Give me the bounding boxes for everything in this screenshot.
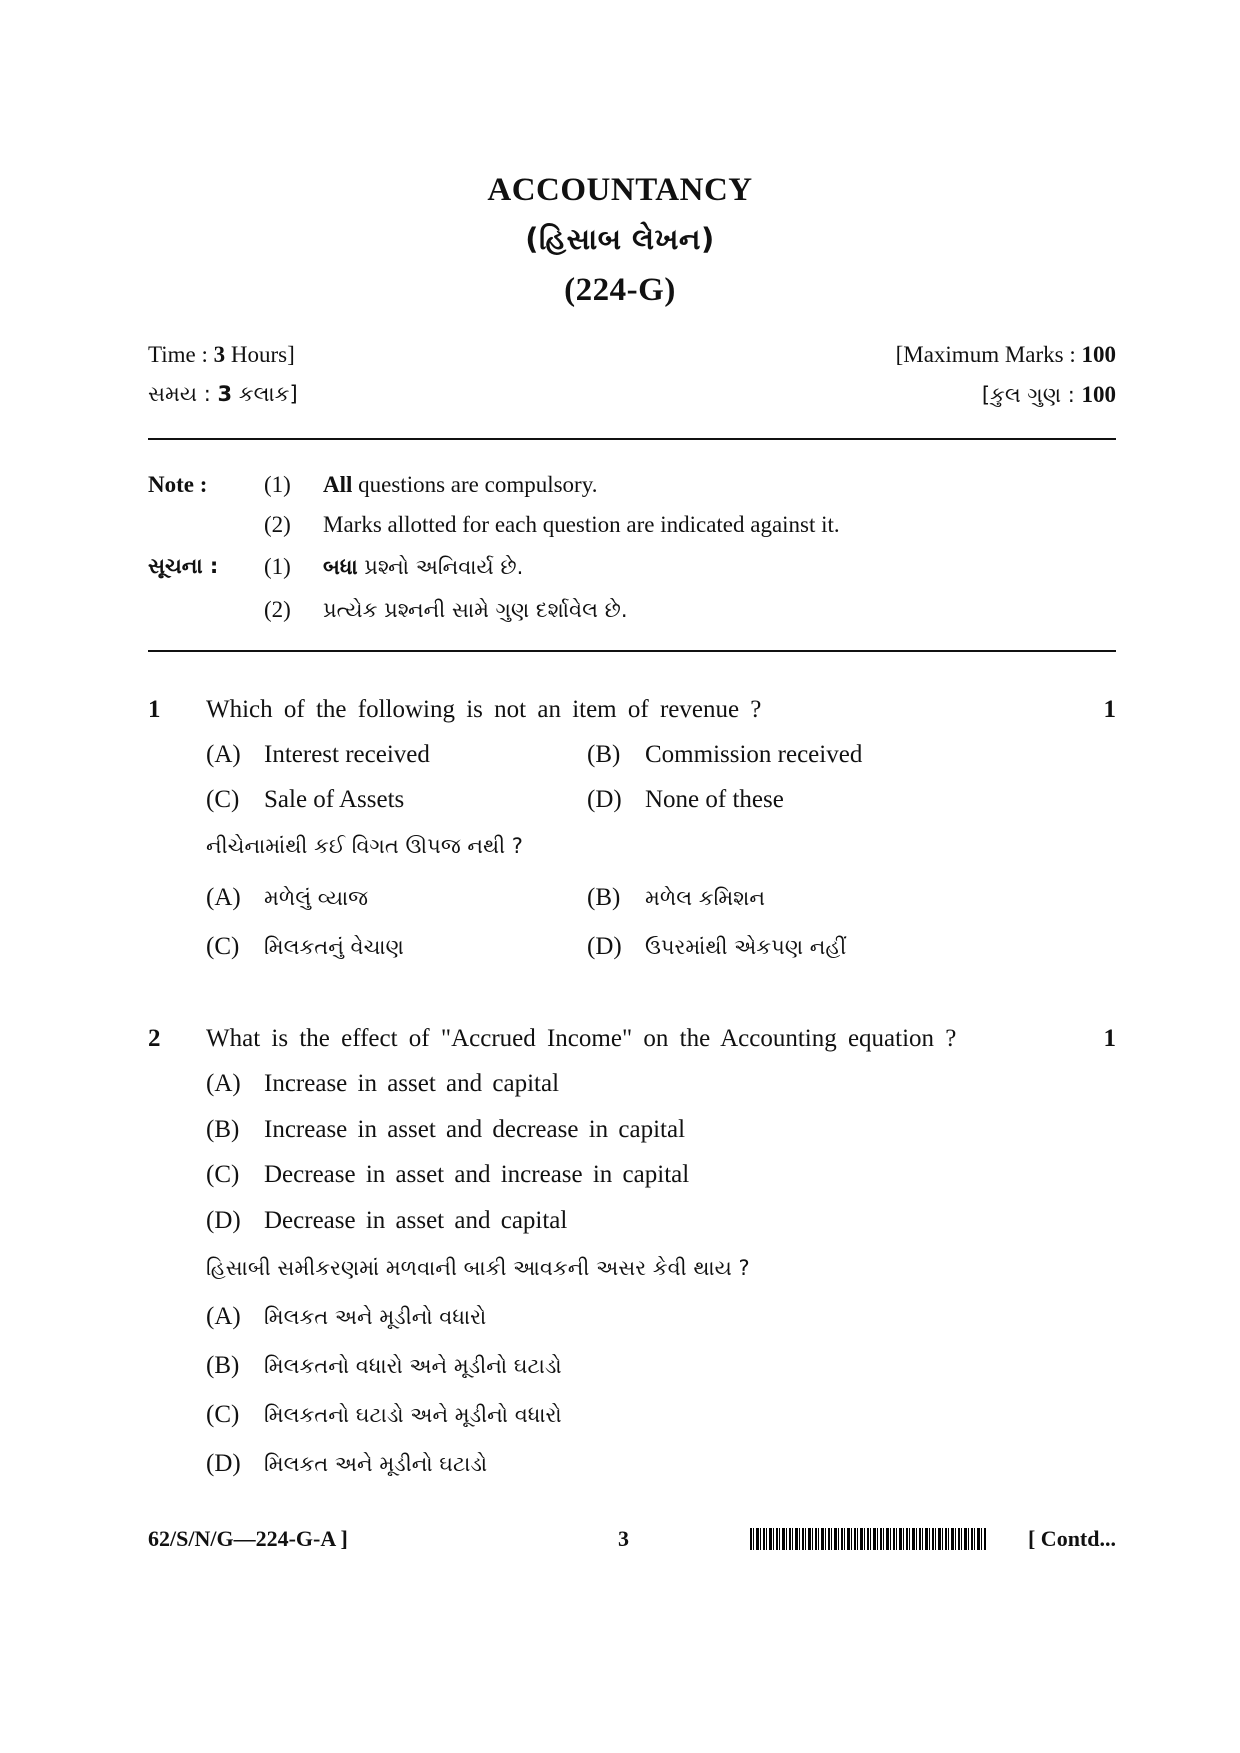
question-1-text-gujarati: નીચેનામાંથી કઈ વિગત ઊપજ નથી ? [206,834,523,858]
time-allowed: Time : 3 Hours] [148,342,295,367]
q1-option-c-label: (C) [206,786,240,813]
note-label-gujarati: સૂચના : [148,554,219,578]
q2-option-d-label: (D) [206,1207,241,1234]
q1-guj-option-c-label: (C) [206,933,240,960]
q2-option-a-label: (A) [206,1070,241,1097]
subject-code: (224-G) [564,272,676,308]
note-guj-1-number: (1) [264,554,291,579]
maximum-marks: [Maximum Marks : 100 [895,342,1116,367]
q2-guj-option-d-text: મિલકત અને મૂડીનો ઘટાડો [264,1452,488,1476]
q1-guj-option-d-text: ઉપરમાંથી એકપણ નહીં [645,935,847,959]
subject-title-gujarati: (હિસાબ લેખન) [525,222,715,256]
question-2-marks: 1 [1103,1025,1116,1052]
q1-option-d-text: None of these [645,786,784,813]
q1-guj-option-b-label: (B) [587,884,621,911]
q2-option-b-label: (B) [206,1116,240,1143]
q2-option-d-text: Decrease in asset and capital [264,1207,568,1234]
q1-guj-option-a-text: મળેલું વ્યાજ [264,886,369,910]
question-1-marks: 1 [1103,696,1116,723]
q2-guj-option-d-label: (D) [206,1450,241,1477]
note-guj-1-text: બધા પ્રશ્નો અનિવાર્ય છે. [323,555,524,579]
question-1-text: Which of the following is not an item of revenue ? [206,696,762,723]
q1-guj-option-b-text: મળેલ કમિશન [645,886,765,910]
q1-guj-option-a-label: (A) [206,884,241,911]
note-guj-2-number: (2) [264,597,291,622]
note-2-text: Marks allotted for each question are indicated against it. [323,512,840,537]
q2-guj-option-a-text: મિલકત અને મૂડીનો વધારો [264,1305,487,1329]
barcode [750,1528,986,1550]
note-1-text: All questions are compulsory. [323,472,598,497]
q1-guj-option-c-text: મિલકતનું વેચાણ [264,935,404,959]
q2-option-b-text: Increase in asset and decrease in capital [264,1116,686,1143]
notes-divider [148,650,1116,652]
question-2-number: 2 [148,1025,161,1052]
q2-option-c-label: (C) [206,1161,240,1188]
note-guj-2-text: પ્રત્યેક પ્રશ્નની સામે ગુણ દર્શાવેલ છે. [323,598,628,622]
q1-option-b-text: Commission received [645,741,863,768]
subject-title: ACCOUNTANCY [487,172,753,208]
q2-guj-option-a-label: (A) [206,1303,241,1330]
note-1-number: (1) [264,472,291,497]
note-label: Note : [148,472,208,497]
question-2-text: What is the effect of "Accrued Income" on the Accounting equation ? [206,1025,957,1052]
q2-guj-option-c-text: મિલકતનો ઘટાડો અને મૂડીનો વધારો [264,1403,562,1427]
q2-guj-option-c-label: (C) [206,1401,240,1428]
q2-option-a-text: Increase in asset and capital [264,1070,560,1097]
q2-option-c-text: Decrease in asset and increase in capital [264,1161,690,1188]
question-1-number: 1 [148,696,161,723]
q1-guj-option-d-label: (D) [587,933,622,960]
continued-marker: [ Contd... [1027,1526,1116,1551]
paper-code: 62/S/N/G—224-G-A ] [148,1526,348,1551]
q1-option-b-label: (B) [587,741,621,768]
q1-option-a-label: (A) [206,741,241,768]
time-allowed-gujarati: સમય : 3 કલાક] [148,382,298,406]
maximum-marks-gujarati: [કુલ ગુણ : 100 [981,382,1116,407]
q1-option-c-text: Sale of Assets [264,786,405,813]
q1-option-d-label: (D) [587,786,622,813]
question-2-text-gujarati: હિસાબી સમીકરણમાં મળવાની બાકી આવકની અસર કેવી થાય ? [206,1256,750,1280]
note-2-number: (2) [264,512,291,537]
page-number: 3 [618,1526,629,1551]
q2-guj-option-b-label: (B) [206,1352,240,1379]
q2-guj-option-b-text: મિલકતનો વધારો અને મૂડીનો ઘટાડો [264,1354,562,1378]
q1-option-a-text: Interest received [264,741,430,768]
header-divider [148,438,1116,440]
